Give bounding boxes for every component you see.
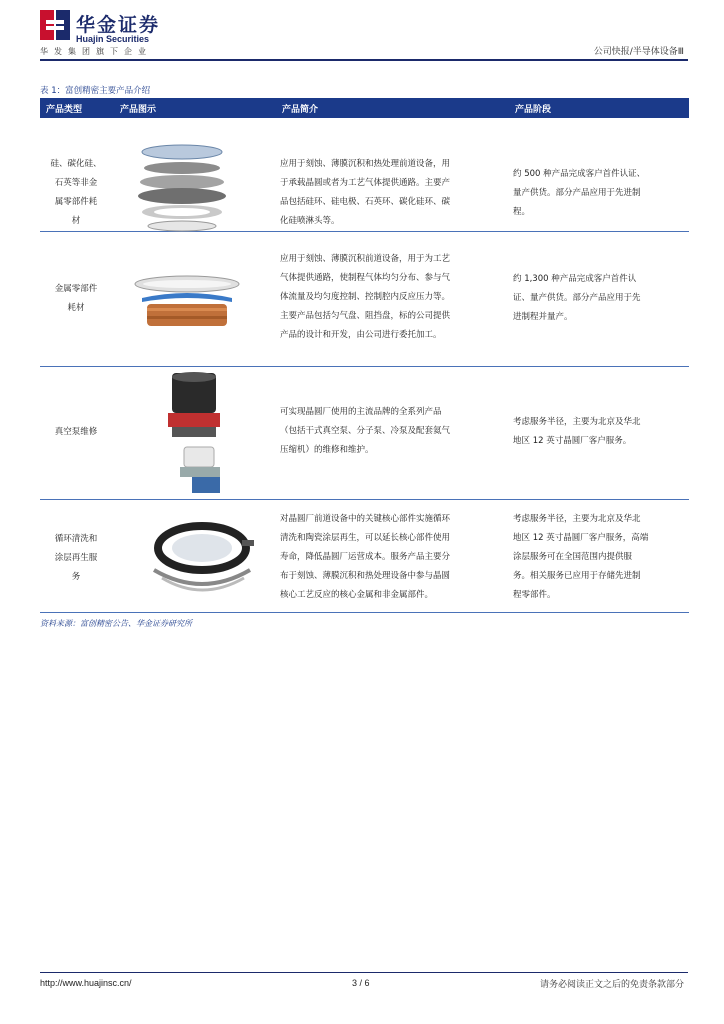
table-row [40,118,689,232]
text-line: 品包括硅环、硅电极、石英环、碳化硅环、碳 [280,197,451,207]
company-logo [40,10,170,44]
text-line: 于承载晶圆或者为工艺气体提供通路。主要产 [280,178,451,188]
vacuum-pump-image [132,371,282,497]
stacked-rings-image [132,140,282,240]
text-line: 务。相关服务已应用于存储先进制 [513,571,641,581]
table-caption: 表 1：富创精密主要产品介绍 [40,86,151,96]
text-line: 压缩机）的维修和维护。 [280,445,374,455]
product-intro-cell [280,250,502,345]
product-stage-cell [513,165,685,222]
page-number: 3 / 6 [352,978,370,988]
product-type-cell [40,423,112,442]
text-line: 考虑服务半径，主要为北京及华北 [513,417,641,427]
metal-rings-image [132,272,282,332]
text-line: 真空泵维修 [54,427,98,437]
text-line: 进制程并量产。 [513,312,573,322]
logo-mark-icon [40,10,70,40]
product-intro-cell [280,510,502,605]
product-intro-cell [280,403,502,460]
text-line: 可实现晶圆厂使用的主流品牌的全系列产品 [280,407,442,417]
text-line: 材 [71,216,81,226]
text-line: 涂层再生服 [54,553,98,563]
text-line: 循环清洗和 [54,534,98,544]
product-stage-cell [513,270,685,327]
logo-english-name: Huajin Securities [76,34,150,44]
text-line: 布于刻蚀、薄膜沉积和热处理设备中参与晶圆 [280,571,451,581]
table-header [40,98,689,118]
chamber-parts-image [132,514,282,604]
product-type-cell [40,155,112,231]
table-row [40,232,689,367]
product-stage-cell [513,413,685,451]
text-line: 核心工艺反应的核心金属和非金属部件。 [280,590,434,600]
product-intro-cell [280,155,502,231]
column-header: 产品简介 [282,105,319,115]
text-line: 耗材 [67,303,85,313]
product-table [40,98,689,613]
table-row [40,500,689,613]
group-tagline: 华发集团旗下企业 [40,47,152,56]
text-line: 清洗和陶瓷涂层再生，可以延长核心部件使用 [280,533,451,543]
product-type-cell [40,280,112,318]
footer-url-link[interactable]: http://www.huajinsc.cn/ [40,978,132,988]
text-line: 程。 [513,207,531,217]
footer-disclaimer: 请务必阅读正文之后的免责条款部分 [539,980,684,990]
text-line: 石英等非金 [54,178,98,188]
text-line: 应用于刻蚀、薄膜沉积和热处理前道设备，用 [280,159,451,169]
text-line: 化硅喷淋头等。 [280,216,340,226]
text-line: 金属零部件 [54,284,98,294]
text-line: （包括干式真空泵、分子泵、冷泵及配套氦气 [280,426,451,436]
product-stage-cell [513,510,685,605]
footer-divider [40,972,688,973]
text-line: 地区 12 英寸晶圆厂客户服务，高端 [513,533,649,543]
text-line: 气体提供通路，使制程气体均匀分布、参与气 [280,273,451,283]
text-line: 约 500 种产品完成客户首件认证、 [513,169,646,179]
column-header: 产品类型 [46,105,83,115]
table-row [40,367,689,500]
product-type-cell [40,530,112,587]
text-line: 寿命，降低晶圆厂运营成本。服务产品主要分 [280,552,451,562]
text-line: 产品的设计和开发，由公司进行委托加工。 [280,330,442,340]
header-divider [40,59,688,61]
text-line: 涂层服务可在全国范围内提供服 [513,552,633,562]
column-header: 产品图示 [120,105,157,115]
report-type: 公司快报/半导体设备Ⅲ [593,47,684,57]
text-line: 应用于刻蚀、薄膜沉积前道设备，用于为工艺 [280,254,451,264]
text-line: 地区 12 英寸晶圆厂客户服务。 [513,436,632,446]
text-line: 务 [71,572,81,582]
text-line: 对晶圆厂前道设备中的关键核心部件实施循环 [280,514,451,524]
text-line: 量产供货。部分产品应用于先进制 [513,188,641,198]
text-line: 主要产品包括匀气盘、阻挡盘，标的公司提供 [280,311,451,321]
text-line: 程零部件。 [513,590,556,600]
text-line: 考虑服务半径，主要为北京及华北 [513,514,641,524]
table-source: 资料来源：富创精密公告、华金证券研究所 [40,619,192,628]
text-line: 证、量产供货。部分产品应用于先 [513,293,641,303]
text-line: 硅、碳化硅、 [50,159,102,169]
logo-chinese-name: 华金证券 [76,14,161,36]
column-header: 产品阶段 [515,105,552,115]
text-line: 属零部件耗 [54,197,98,207]
text-line: 约 1,300 种产品完成客户首件认 [513,274,637,284]
text-line: 体流量及均匀度控制、控制腔内反应压力等。 [280,292,451,302]
